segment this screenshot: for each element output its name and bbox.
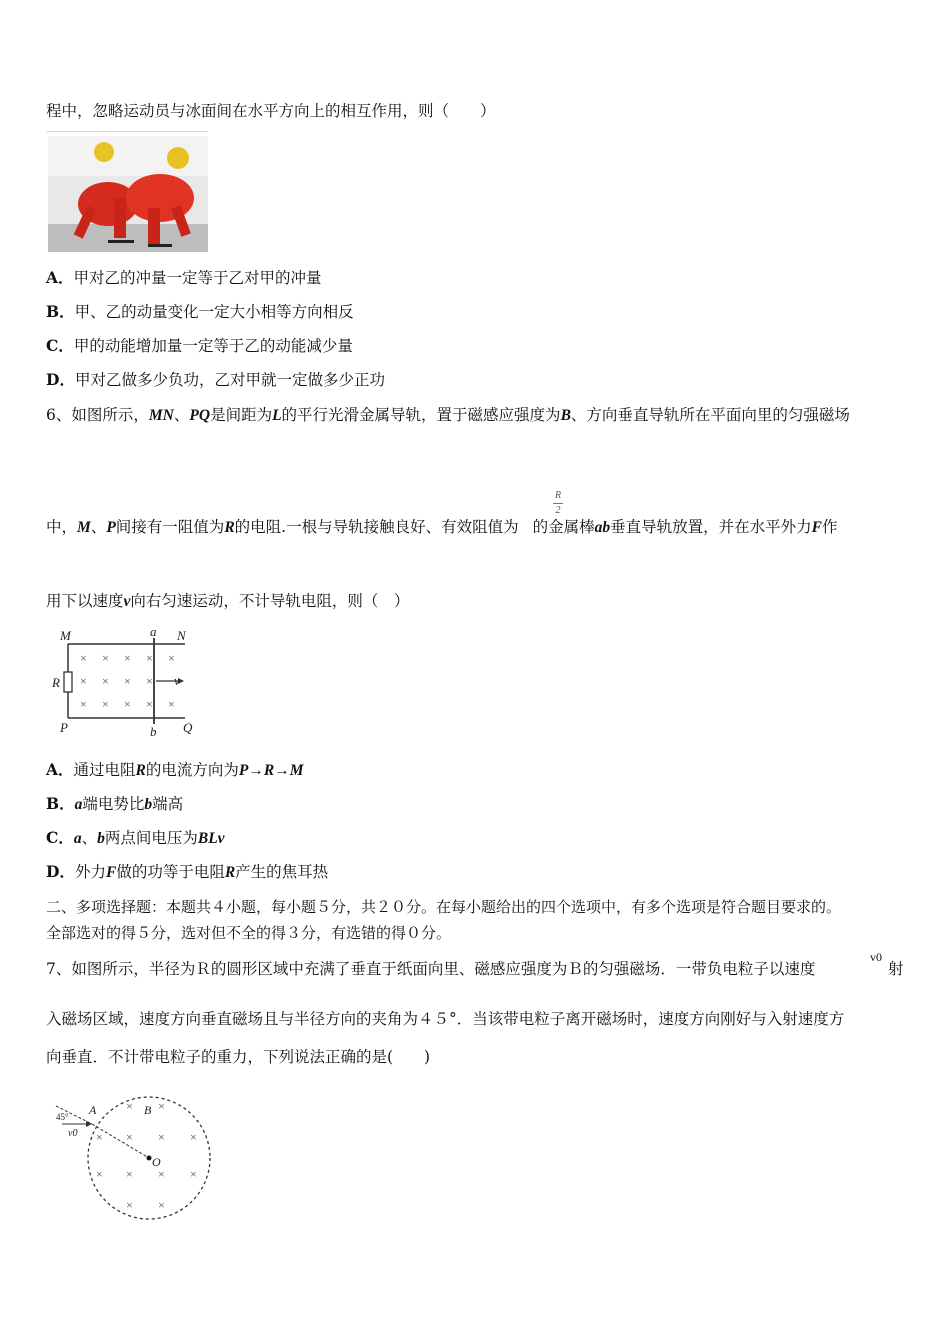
q7-stem-line3: 向垂直．不计带电粒子的重力，下列说法正确的是( ) [46, 1048, 431, 1066]
field-cross: × [146, 651, 153, 665]
field-cross: × [96, 1130, 103, 1144]
divider [46, 131, 208, 132]
label-r: R [52, 675, 60, 690]
label-b: B [144, 1103, 152, 1117]
field-cross: × [124, 651, 131, 665]
q6-option-a: A．通过电阻R的电流方向为P→R→M [46, 760, 304, 779]
field-cross: × [190, 1167, 197, 1181]
rail-circuit-figure [50, 626, 200, 741]
label-q: Q [183, 720, 193, 735]
field-cross: × [158, 1130, 165, 1144]
q7-stem-line2: 入磁场区域，速度方向垂直磁场且与半径方向的夹角为４５°．当该带电粒子离开磁场时，速度方向刚好与入射速度方 [46, 1010, 845, 1028]
field-cross: × [146, 674, 153, 688]
field-cross: × [124, 697, 131, 711]
circular-field-figure [52, 1090, 218, 1222]
label-b: b [150, 724, 157, 739]
speed-skating-photo [48, 136, 208, 252]
q6-stem-line2: 中，M、P间接有一阻值为R的电阻.一根与导轨接触良好、有效阻值为 的金属棒ab垂直导轨放置，并在水平外力F作 [46, 518, 838, 536]
q6-option-b: B．a端电势比b端高 [46, 794, 184, 813]
q5-option-b: B．甲、乙的动量变化一定大小相等方向相反 [46, 302, 354, 321]
field-cross: × [158, 1167, 165, 1181]
field-cross: × [80, 651, 87, 665]
field-cross: × [168, 697, 175, 711]
field-cross: × [102, 651, 109, 665]
q6-stem-line3: 用下以速度v向右匀速运动，不计导轨电阻，则（ ） [46, 592, 410, 610]
fraction-r-over-2: R 2 [554, 490, 562, 516]
field-cross: × [158, 1198, 165, 1212]
section-2-header-line1: 二、多项选择题：本题共４小题，每小题５分，共２０分。在每小题给出的四个选项中，有多个选项是符合题目要求的。 [46, 898, 842, 916]
label-m: M [60, 628, 71, 643]
field-cross: × [96, 1167, 103, 1181]
label-n: N [177, 628, 186, 643]
field-cross: × [126, 1099, 133, 1113]
label-p: P [60, 720, 68, 735]
field-cross: × [80, 674, 87, 688]
q6-option-d: D．外力F做的功等于电阻R产生的焦耳热 [46, 862, 329, 881]
q5-option-c: C．甲的动能增加量一定等于乙的动能减少量 [46, 336, 353, 355]
field-cross: × [102, 697, 109, 711]
label-v: v [174, 673, 180, 688]
q7-stem-line1: 7、如图所示，半径为Ｒ的圆形区域中充满了垂直于纸面向里、磁感应强度为Ｂ的匀强磁场．一带负电粒子以速度 [46, 960, 816, 978]
field-cross: × [124, 674, 131, 688]
field-cross: × [80, 697, 87, 711]
label-v0: v0 [68, 1128, 78, 1139]
label-a: A [89, 1103, 97, 1117]
field-cross: × [126, 1130, 133, 1144]
field-cross: × [168, 651, 175, 665]
section-2-header-line2: 全部选对的得５分，选对但不全的得３分，有选错的得０分。 [46, 924, 452, 942]
q7-stem-line1-end: 射 [888, 960, 904, 978]
label-o: O [152, 1155, 161, 1169]
q6-stem-line1: 6、如图所示，MN、PQ是间距为L的平行光滑金属导轨，置于磁感应强度为B、方向垂直导轨所在平面向里的匀强磁场 [46, 406, 850, 424]
q5-option-d: D．甲对乙做多少负功，乙对甲就一定做多少正功 [46, 370, 385, 389]
label-angle: 45° [56, 1112, 69, 1122]
field-cross: × [158, 1099, 165, 1113]
v0-symbol: v0 [870, 950, 882, 964]
q5-option-a: A．甲对乙的冲量一定等于乙对甲的冲量 [46, 268, 322, 287]
q6-option-c: C．a、b两点间电压为BLv [46, 828, 225, 847]
q5-stem-tail: 程中，忽略运动员与冰面间在水平方向上的相互作用，则（ ） [46, 102, 496, 120]
field-cross: × [146, 697, 153, 711]
field-cross: × [190, 1130, 197, 1144]
label-a: a [150, 626, 157, 639]
field-cross: × [126, 1198, 133, 1212]
field-cross: × [126, 1167, 133, 1181]
field-cross: × [102, 674, 109, 688]
